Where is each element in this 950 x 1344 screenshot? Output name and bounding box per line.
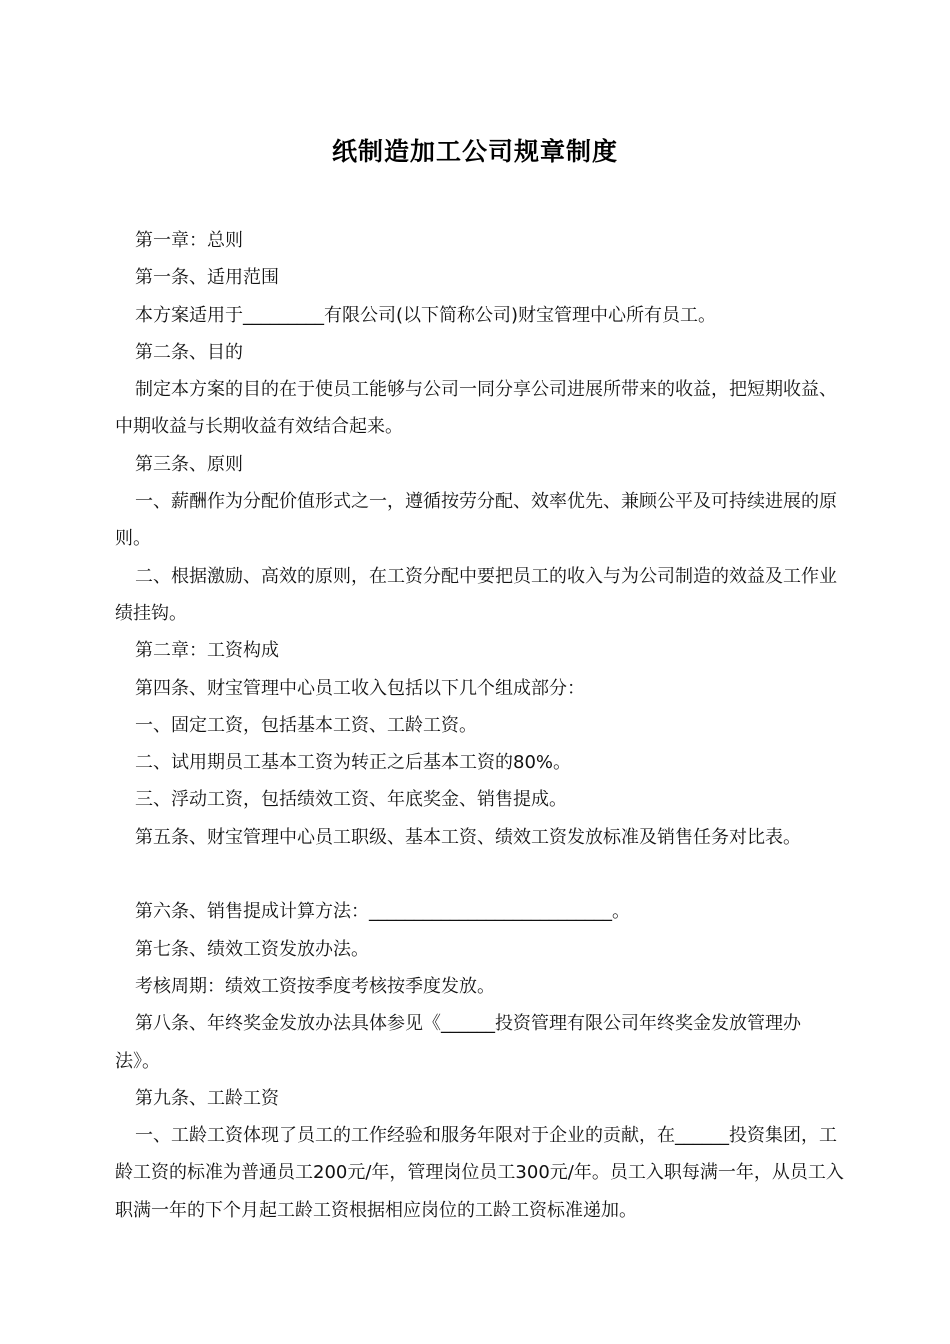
- paragraph: 第五条、财宝管理中心员工职级、基本工资、绩效工资发放标准及销售任务对比表。: [135, 826, 801, 848]
- article-heading: 第七条、绩效工资发放办法。: [135, 938, 369, 960]
- paragraph: 二、试用期员工基本工资为转正之后基本工资的80%。: [135, 752, 572, 774]
- document-body: [115, 222, 845, 1229]
- article-heading: 第一条、适用范围: [135, 267, 279, 289]
- article-heading: 第九条、工龄工资: [135, 1087, 279, 1109]
- paragraph: 二、根据激励、高效的原则，在工资分配中要把员工的收入与为公司制造的效益及工作业绩挂钩。: [115, 565, 837, 624]
- paragraph: 三、浮动工资，包括绩效工资、年底奖金、销售提成。: [135, 789, 567, 811]
- chapter-heading: 第二章：工资构成: [135, 640, 279, 662]
- chapter-heading: 第一章：总则: [135, 230, 243, 251]
- paragraph: 本方案适用于_________有限公司(以下简称公司)财宝管理中心所有员工。: [135, 304, 717, 326]
- paragraph: 一、工龄工资体现了员工的工作经验和服务年限对于企业的贡献，在______投资集团，工龄工资的标准为普通员工200元/年，管理岗位员工300元/年。员工入职每满一年，从员工入职满一年的下个月起工龄工资根据相应岗位的工龄工资标准递加。: [115, 1125, 844, 1221]
- paragraph: 制定本方案的目的在于使员工能够与公司一同分享公司进展所带来的收益，把短期收益、中期收益与长期收益有效结合起来。: [115, 379, 837, 438]
- paragraph: 第六条、销售提成计算方法：___________________________。: [135, 901, 630, 923]
- paragraph: 第八条、年终奖金发放办法具体参见《______投资管理有限公司年终奖金发放管理办法》。: [115, 1013, 801, 1072]
- article-heading: 第三条、原则: [135, 453, 243, 475]
- document-title: 纸制造加工公司规章制度: [331, 137, 618, 166]
- paragraph: 一、固定工资，包括基本工资、工龄工资。: [135, 714, 477, 736]
- article-heading: 第二条、目的: [135, 341, 243, 363]
- blank-spacer: [115, 856, 845, 893]
- paragraph: 一、薪酬作为分配价值形式之一，遵循按劳分配、效率优先、兼顾公平及可持续进展的原则。: [115, 491, 837, 550]
- paragraph: 第四条、财宝管理中心员工收入包括以下几个组成部分：: [135, 677, 585, 699]
- paragraph: 考核周期：绩效工资按季度考核按季度发放。: [135, 975, 495, 997]
